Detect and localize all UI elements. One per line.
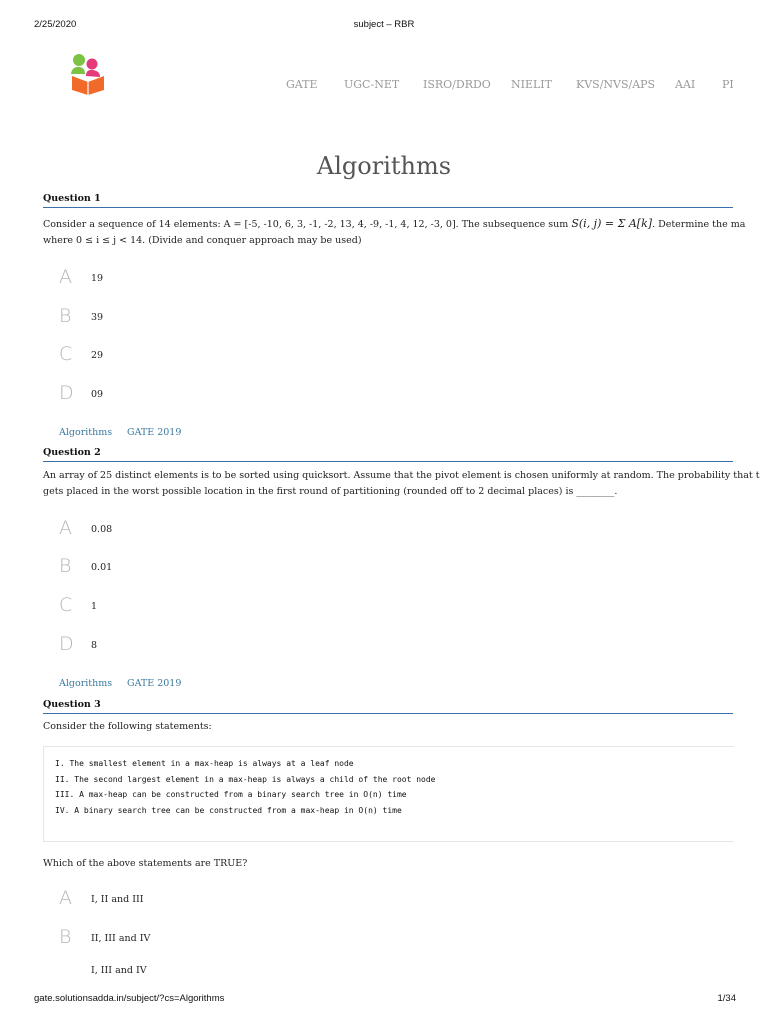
q1-option-c-letter[interactable]: C [59,343,73,365]
question-1-text-line1-end: . Determine the ma [652,219,746,230]
q1-option-b-text[interactable]: 39 [91,312,104,323]
q2-option-d-letter[interactable]: D [59,633,74,655]
question-2-text [43,468,760,500]
q3-option-c-text[interactable]: I, III and IV [91,965,147,976]
question-3-prompt: Which of the above statements are TRUE? [43,858,248,869]
statement-iv: IV. A binary search tree can be constructed from a max-heap in O(n) time [55,806,402,815]
q2-option-a-letter[interactable]: A [59,517,72,539]
q3-option-b-letter[interactable]: B [59,926,72,948]
print-title: subject – RBR [353,19,415,30]
q1-option-b-letter[interactable]: B [59,305,72,327]
q2-option-b-letter[interactable]: B [59,555,72,577]
q2-tag-topic[interactable]: Algorithms [59,678,113,689]
nav-item-ugc-net[interactable]: UGC-NET [344,78,400,91]
nav-item-aai[interactable]: AAI [675,78,696,91]
statement-iii: III. A max-heap can be constructed from a binary search tree in O(n) time [55,790,407,799]
print-url: gate.solutionsadda.in/subject/?cs=Algorithms [34,993,225,1004]
question-2-label: Question 2 [43,447,733,462]
q3-option-a-letter[interactable]: A [59,887,72,909]
q1-option-a-text[interactable]: 19 [91,273,104,284]
question-1-text-line1: Consider a sequence of 14 elements: A = [-5, -10, 6, 3, -1, -2, 13, 4, -9, -1, 4, 12, -3, 0]. The subsequence sum [43,219,569,230]
nav-item-more[interactable]: PI [722,78,734,91]
nav-item-gate[interactable]: GATE [286,78,318,91]
nav-item-nielit[interactable]: NIELIT [511,78,552,91]
q2-option-d-text[interactable]: 8 [91,640,98,651]
q1-option-d-text[interactable]: 09 [91,389,104,400]
print-page-number: 1/34 [717,993,736,1004]
top-nav [286,78,734,94]
q1-tag-topic[interactable]: Algorithms [59,427,113,438]
q3-option-a-text[interactable]: I, II and III [91,894,144,905]
question-3-label: Question 3 [43,699,733,714]
q2-option-c-letter[interactable]: C [59,594,73,616]
q1-option-c-text[interactable]: 29 [91,350,104,361]
nav-item-kvs-nvs-aps[interactable]: KVS/NVS/APS [576,78,656,91]
q2-tag-exam[interactable]: GATE 2019 [127,678,182,689]
subsequence-sum-formula: S(i, j) = Σ A[k] [571,217,653,230]
q1-option-a-letter[interactable]: A [59,266,72,288]
q3-option-b-text[interactable]: II, III and IV [91,933,151,944]
page-title: Algorithms [316,152,452,180]
question-2-text-line1: An array of 25 distinct elements is to be sorted using quicksort. Assume that the pivot element is chosen uniformly at random. The probability that t [43,470,760,481]
q1-tag-exam[interactable]: GATE 2019 [127,427,182,438]
statement-i: I. The smallest element in a max-heap is always at a leaf node [55,759,354,768]
question-1-label: Question 1 [43,193,733,208]
site-logo[interactable] [68,52,110,96]
question-1-text [43,216,746,249]
question-1-text-line2: where 0 ≤ i ≤ j < 14. (Divide and conquer approach may be used) [43,235,362,246]
nav-item-isro-drdo[interactable]: ISRO/DRDO [423,78,491,91]
question-2-text-line2: gets placed in the worst possible location in the first round of partitioning (rounded off to 2 decimal places) is ________. [43,486,618,497]
statement-ii: II. The second largest element in a max-heap is always a child of the root node [55,775,436,784]
q1-option-d-letter[interactable]: D [59,382,74,404]
question-3-text: Consider the following statements: [43,721,212,732]
print-date: 2/25/2020 [34,19,77,30]
q2-option-a-text[interactable]: 0.08 [91,524,113,535]
q2-option-c-text[interactable]: 1 [91,601,98,612]
logo-icon [68,52,110,96]
q2-option-b-text[interactable]: 0.01 [91,562,113,573]
